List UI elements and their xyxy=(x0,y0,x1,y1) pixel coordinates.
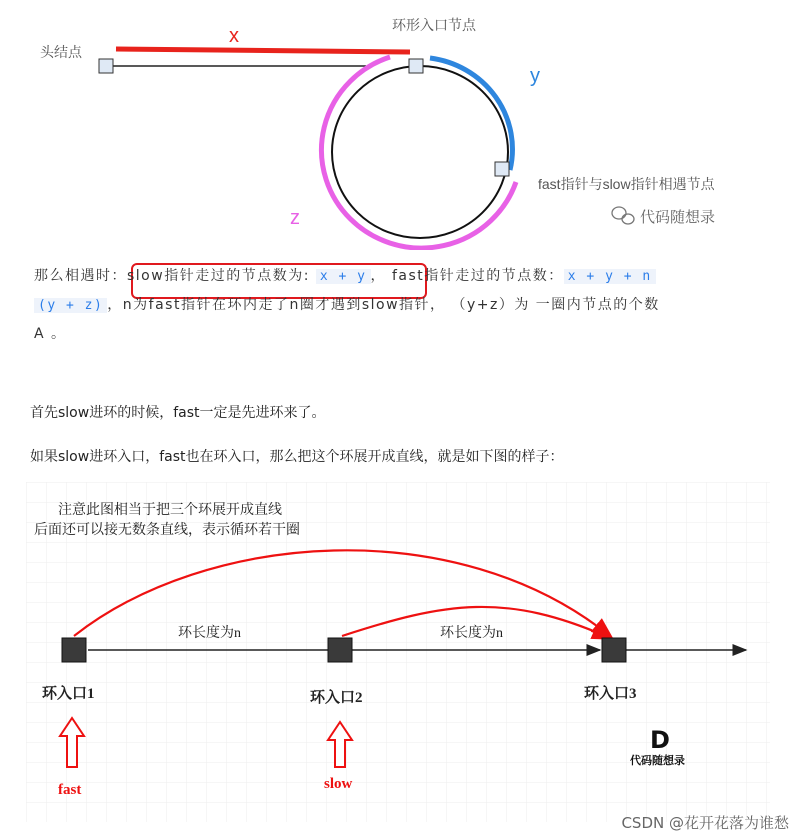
text-slow-enters: 首先slow进环的时候，fast一定是先进环来了。 xyxy=(30,405,326,421)
cycle-diagram xyxy=(0,0,803,250)
explanation-paragraph xyxy=(34,262,764,348)
fast-label: fast xyxy=(58,782,82,798)
meet-node-label: fast指针与slow指针相遇节点 xyxy=(538,176,715,192)
note-line2: 后面还可以接无数条直线，表示循环若干圈 xyxy=(34,523,300,538)
text-unroll-cycle: 如果slow进环入口，fast也在环入口，那么把这个环展开成直线，就是如下图的样子： xyxy=(30,449,564,465)
para-line2-rest: ，n为fast指针在环内走了n圈才遇到slow指针， （y+z）为 一圈内节点的个数 xyxy=(107,297,660,313)
head-node xyxy=(99,59,113,73)
para-line1-mid: ， fast指针走过的节点数： xyxy=(370,268,564,284)
x-segment xyxy=(116,49,410,52)
x-label: x xyxy=(229,25,239,47)
csdn-watermark: CSDN @花开花落为谁愁 xyxy=(621,814,789,832)
head-node-label: 头结点 xyxy=(40,44,82,60)
segment-label-2: 环长度为n xyxy=(440,626,503,641)
entry-node-2 xyxy=(328,638,352,662)
brand-text-bottom: 代码随想录 xyxy=(630,754,685,767)
para-line3: A 。 xyxy=(34,326,67,342)
entry-node xyxy=(409,59,423,73)
code-x-plus-y: x + y xyxy=(316,269,371,284)
y-label: y xyxy=(530,65,540,87)
code-y-plus-z: (y + z) xyxy=(34,298,107,313)
brand-logo-icon: D xyxy=(650,726,670,754)
node2-label: 环入口2 xyxy=(310,690,363,706)
meet-node xyxy=(495,162,509,176)
note-line1: 注意此图相当于把三个环展开成直线 xyxy=(58,503,282,518)
entry-node-1 xyxy=(62,638,86,662)
z-label: z xyxy=(290,207,300,229)
code-x-plus-y-plus-n: x + y + n xyxy=(564,269,656,284)
segment-label-1: 环长度为n xyxy=(178,626,241,641)
slow-label: slow xyxy=(324,776,353,792)
entry-node-label: 环形入口节点 xyxy=(392,17,476,33)
node1-label: 环入口1 xyxy=(42,686,95,702)
para-line1-boxed: slow指针走过的节点数为: xyxy=(127,268,316,284)
node3-label: 环入口3 xyxy=(584,686,637,702)
brand-text-top: 代码随想录 xyxy=(640,209,716,226)
entry-node-3 xyxy=(602,638,626,662)
unrolled-cycle-diagram xyxy=(26,482,770,822)
para-line1-pre: 那么相遇时： xyxy=(34,268,127,284)
